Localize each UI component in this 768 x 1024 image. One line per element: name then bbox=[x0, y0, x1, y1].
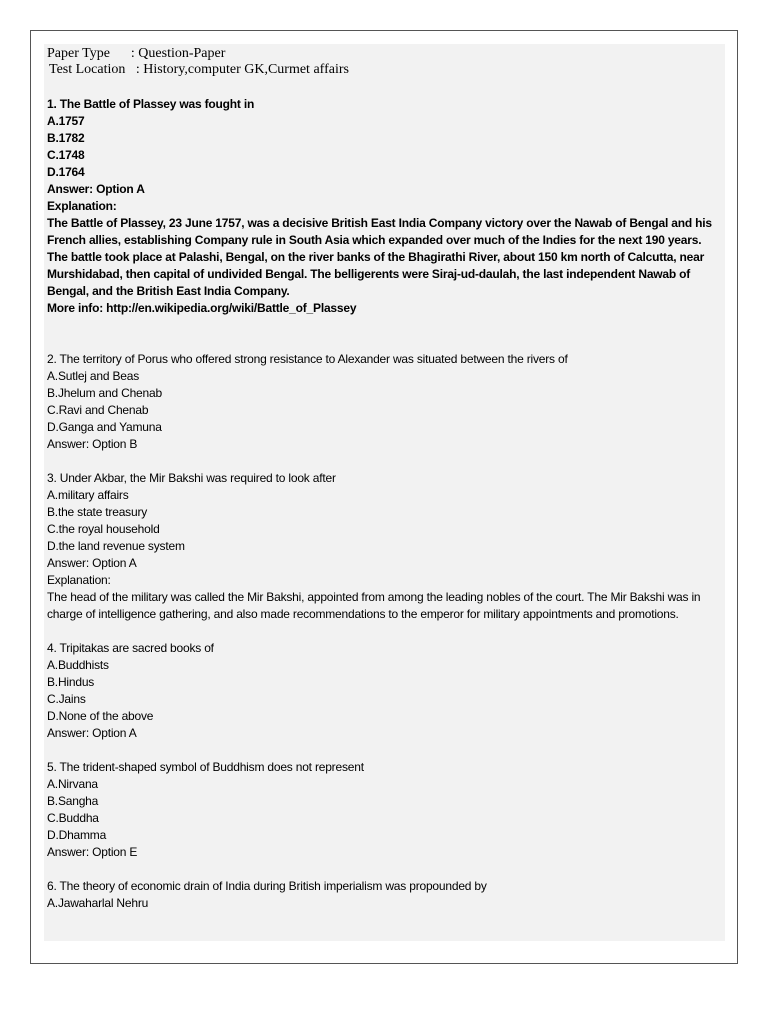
document-page bbox=[30, 30, 738, 964]
option-d: D.the land revenue system bbox=[47, 539, 185, 553]
option-c: C.1748 bbox=[47, 148, 85, 162]
option-b: B.Jhelum and Chenab bbox=[47, 386, 162, 400]
question-text: 2. The territory of Porus who offered strong resistance to Alexander was situated between the rivers of bbox=[47, 352, 568, 366]
question-4 bbox=[47, 640, 723, 742]
paper-type: Paper Type : Question-Paper bbox=[47, 46, 226, 61]
explanation-text: The head of the military was called the Mir Bakshi, appointed from among the leading nobles of the court. The Mir Bakshi was in charge of intelligence gathering, and also made recommendations to the emperor for military appointments and promotions. bbox=[47, 590, 701, 621]
question-text: 6. The theory of economic drain of India during British imperialism was propounded by bbox=[47, 879, 487, 893]
option-b: B.1782 bbox=[47, 131, 85, 145]
answer: Answer: Option B bbox=[47, 437, 138, 451]
option-c: C.Buddha bbox=[47, 811, 99, 825]
answer: Answer: Option A bbox=[47, 182, 145, 196]
explanation-label: Explanation: bbox=[47, 573, 111, 587]
option-c: C.Ravi and Chenab bbox=[47, 403, 149, 417]
content-area bbox=[44, 44, 725, 941]
explanation-text: The Battle of Plassey, 23 June 1757, was a decisive British East India Company victory over the Nawab of Bengal and his French allies, establishing Company rule in South Asia which expanded over much of the Indies for the next 190 years. The battle took place at Palashi, Bengal, on the river banks of the Bhagirathi River, about 150 km north of Calcutta, near Murshidabad, then capital of undivided Bengal. The belligerents were Siraj-ud-daulah, the last independent Nawab of Bengal, and the British East India Company. bbox=[47, 216, 712, 298]
question-5 bbox=[47, 759, 723, 861]
option-c: C.Jains bbox=[47, 692, 86, 706]
answer: Answer: Option A bbox=[47, 556, 137, 570]
option-a: A.military affairs bbox=[47, 488, 129, 502]
option-d: D.None of the above bbox=[47, 709, 154, 723]
question-text: 1. The Battle of Plassey was fought in bbox=[47, 97, 255, 111]
option-b: B.Hindus bbox=[47, 675, 95, 689]
test-location: Test Location : History,computer GK,Curmet affairs bbox=[49, 62, 349, 77]
explanation-label: Explanation: bbox=[47, 199, 117, 213]
question-list bbox=[47, 96, 723, 912]
spacer bbox=[47, 742, 723, 759]
option-a: A.Sutlej and Beas bbox=[47, 369, 139, 383]
question-text: 5. The trident-shaped symbol of Buddhism does not represent bbox=[47, 760, 364, 774]
answer: Answer: Option E bbox=[47, 845, 138, 859]
more-info: More info: http://en.wikipedia.org/wiki/Battle_of_Plassey bbox=[47, 301, 357, 315]
option-a: A.Buddhists bbox=[47, 658, 109, 672]
paper-meta bbox=[47, 46, 349, 78]
option-b: B.the state treasury bbox=[47, 505, 148, 519]
spacer bbox=[47, 861, 723, 878]
question-3 bbox=[47, 470, 723, 623]
question-1 bbox=[47, 96, 723, 317]
answer: Answer: Option A bbox=[47, 726, 137, 740]
option-d: D.Dhamma bbox=[47, 828, 107, 842]
option-c: C.the royal household bbox=[47, 522, 160, 536]
question-2 bbox=[47, 351, 723, 453]
option-d: D.1764 bbox=[47, 165, 85, 179]
spacer bbox=[47, 453, 723, 470]
option-a: A.1757 bbox=[47, 114, 85, 128]
option-d: D.Ganga and Yamuna bbox=[47, 420, 162, 434]
spacer bbox=[47, 317, 723, 351]
option-a: A.Jawaharlal Nehru bbox=[47, 896, 149, 910]
question-6 bbox=[47, 878, 723, 912]
option-b: B.Sangha bbox=[47, 794, 99, 808]
question-text: 4. Tripitakas are sacred books of bbox=[47, 641, 214, 655]
question-text: 3. Under Akbar, the Mir Bakshi was required to look after bbox=[47, 471, 336, 485]
spacer bbox=[47, 623, 723, 640]
option-a: A.Nirvana bbox=[47, 777, 98, 791]
